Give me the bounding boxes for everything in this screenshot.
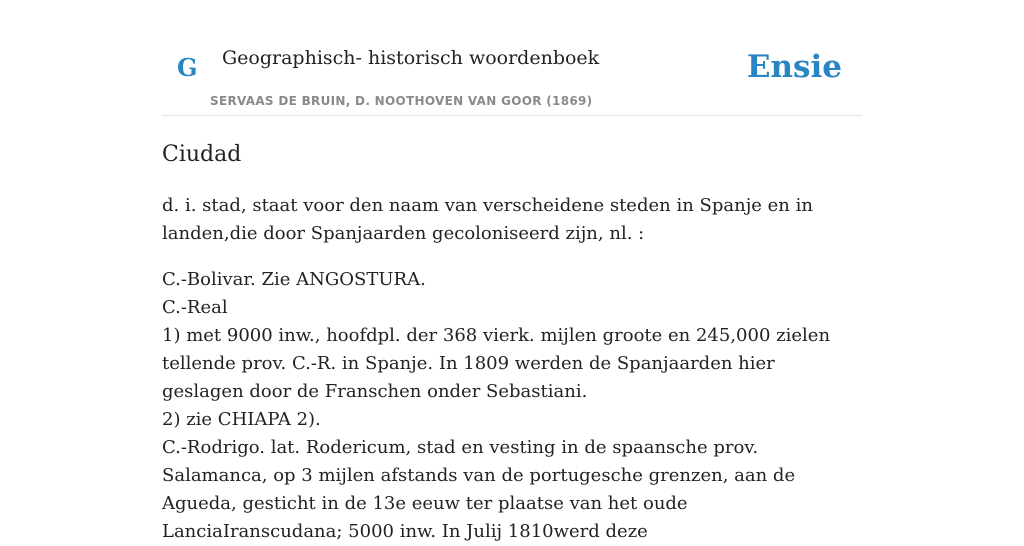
entry-line-real: C.-Real bbox=[162, 297, 228, 318]
book-author-link[interactable]: SERVAAS DE BRUIN, D. NOOTHOVEN VAN GOOR (1869) bbox=[210, 94, 593, 108]
entry-line-real-1: 1) met 9000 inw., hoofdpl. der 368 vierk. mijlen groote en 245,000 zielen tellende prov. C.-R. in Spanje. In 1809 werden de Spanjaarden hier geslagen door de Franschen onder Sebastiani. bbox=[162, 325, 831, 402]
entry-line-real-2: 2) zie CHIAPA 2). bbox=[162, 409, 321, 430]
book-letter-icon[interactable]: G bbox=[177, 53, 198, 82]
ensie-logo[interactable]: Ensie bbox=[746, 49, 842, 85]
entry-line-rodrigo: C.-Rodrigo. lat. Rodericum, stad en vesting in de spaansche prov. Salamanca, op 3 mijlen afstands van de portugesche grenzen, aan de Agueda, gesticht in de 13e eeuw ter plaatse van het oude LanciaIranscudana; 5000 inw. In Julij 1810werd deze bbox=[162, 437, 796, 542]
entry-body bbox=[162, 266, 862, 546]
entry-content bbox=[162, 140, 862, 546]
entry-line-bolivar: C.-Bolivar. Zie ANGOSTURA. bbox=[162, 269, 426, 290]
header bbox=[162, 0, 862, 116]
entry-intro: d. i. stad, staat voor den naam van verscheidene steden in Spanje en in landen,die door Spanjaarden gecoloniseerd zijn, nl. : bbox=[162, 195, 813, 244]
entry-title: Ciudad bbox=[162, 142, 242, 167]
book-title-link[interactable]: Geographisch- historisch woordenboek bbox=[222, 47, 600, 69]
